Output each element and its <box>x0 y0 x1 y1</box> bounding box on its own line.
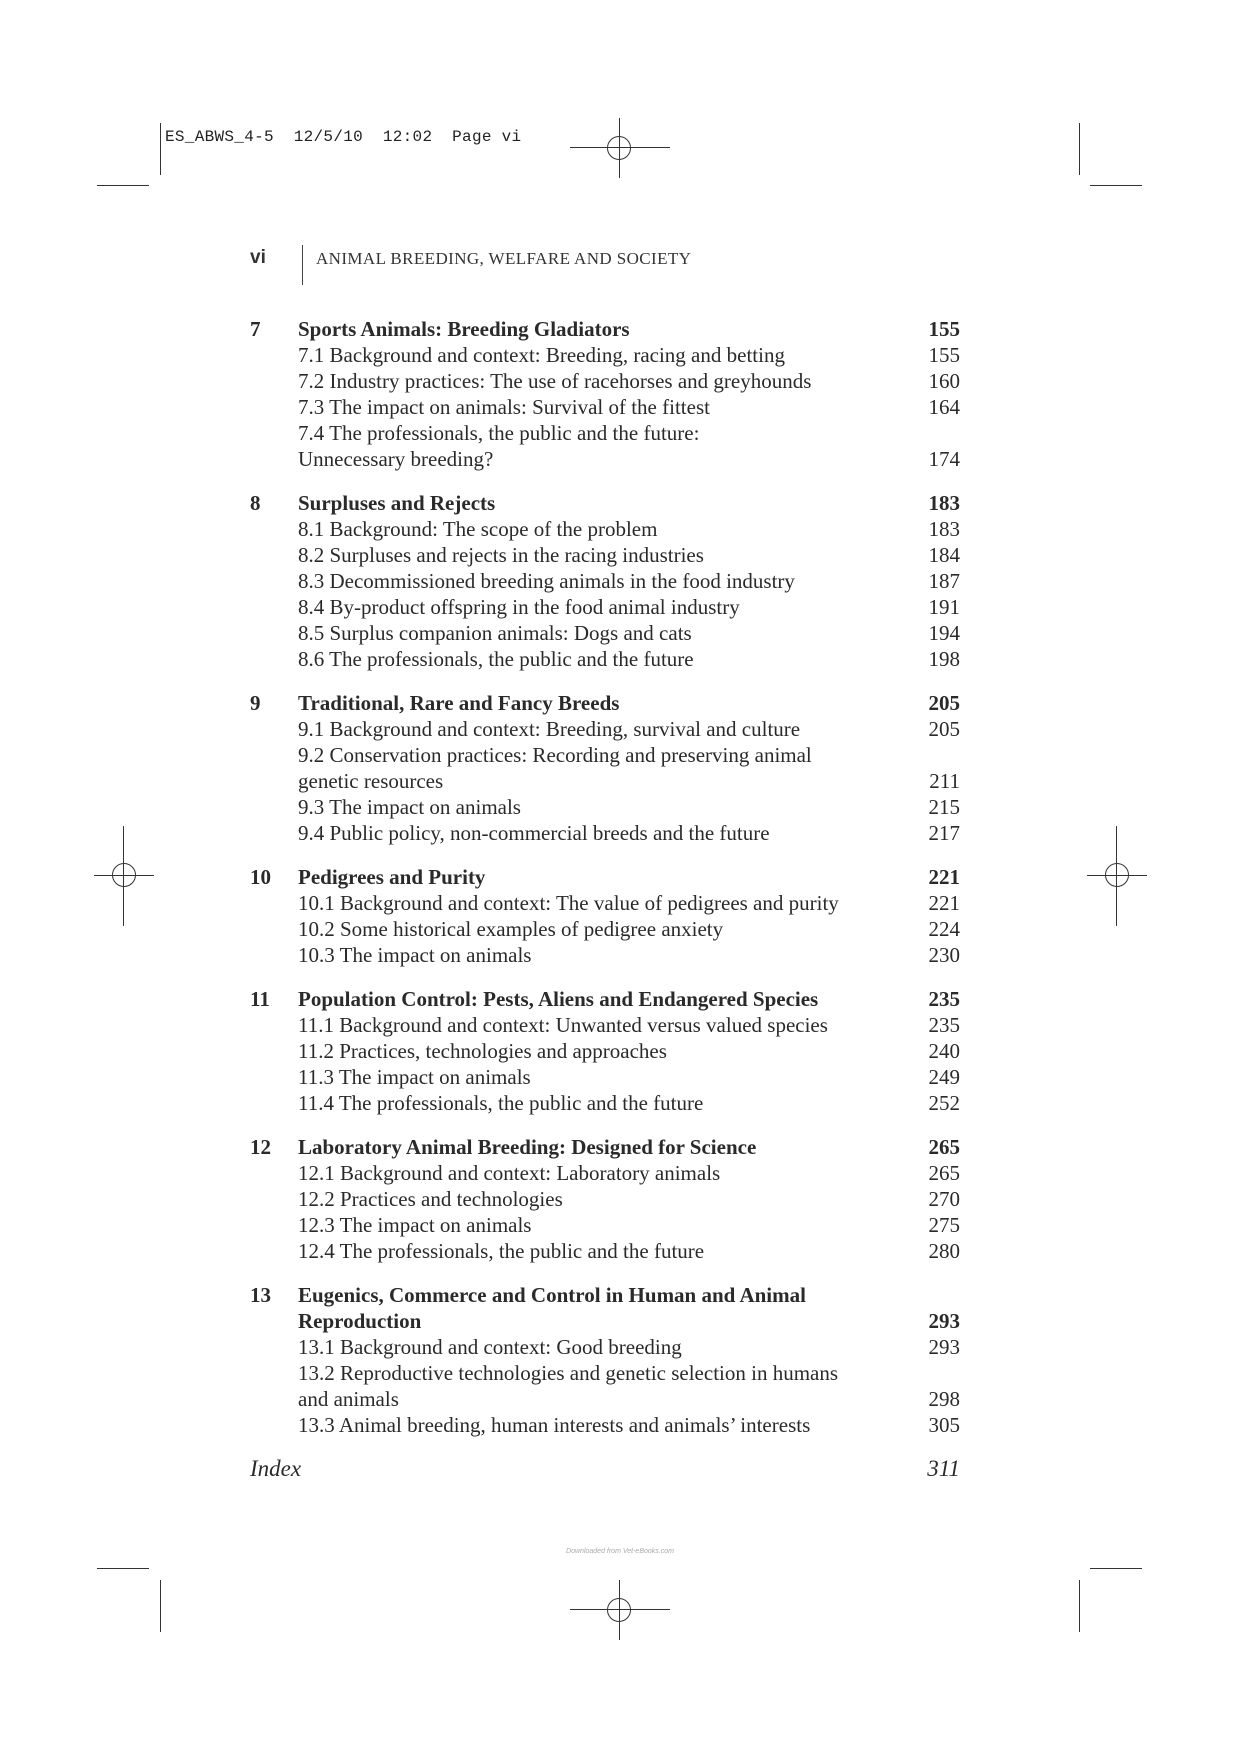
toc-chapter-title-line <box>250 316 960 342</box>
toc-page-number: 184 <box>928 543 960 567</box>
toc-chapter <box>250 690 960 846</box>
toc-page-number: 252 <box>928 1091 960 1115</box>
chapter-number: 13 <box>250 1283 271 1307</box>
toc-page-number: 205 <box>928 691 960 715</box>
toc-page-number: 235 <box>928 1013 960 1037</box>
toc-entry-title: genetic resources <box>298 769 444 793</box>
toc-page-number: 305 <box>928 1413 960 1437</box>
toc-chapter-title-line <box>250 864 960 890</box>
toc-chapter-title-line <box>250 1282 960 1308</box>
toc-entry <box>250 768 960 794</box>
toc-entry <box>250 916 960 942</box>
toc-entry <box>250 394 960 420</box>
toc-chapter <box>250 490 960 672</box>
toc-entry-title: 9.4 Public policy, non-commercial breeds and the future <box>298 821 770 845</box>
toc-chapter-title-line <box>250 986 960 1012</box>
chapter-number: 11 <box>250 987 270 1011</box>
toc-entry <box>250 1212 960 1238</box>
download-watermark: Downloaded from Vet-eBooks.com <box>566 1548 674 1555</box>
toc-entry-title: 8.1 Background: The scope of the problem <box>298 517 658 541</box>
toc-entry <box>250 1090 960 1116</box>
toc-page-number: 211 <box>929 769 960 793</box>
toc-page-number: 265 <box>928 1161 960 1185</box>
toc-entry-title: Laboratory Animal Breeding: Designed for Science <box>298 1135 757 1159</box>
toc-entry-title: 11.3 The impact on animals <box>298 1065 531 1089</box>
toc-entry-title: 8.3 Decommissioned breeding animals in the food industry <box>298 569 795 593</box>
toc-chapter <box>250 986 960 1116</box>
toc-page-number: 187 <box>928 569 960 593</box>
toc-page-number: 275 <box>928 1213 960 1237</box>
toc-page-number: 240 <box>928 1039 960 1063</box>
toc-entry-title: 10.2 Some historical examples of pedigree anxiety <box>298 917 724 941</box>
toc-entry-title: 11.2 Practices, technologies and approaches <box>298 1039 667 1063</box>
toc-entry <box>250 716 960 742</box>
crop-mark-bottom-right-horizontal <box>1090 1568 1142 1569</box>
toc-entry-title: 10.3 The impact on animals <box>298 943 532 967</box>
toc-entry-title: 13.2 Reproductive technologies and genetic selection in humans <box>298 1361 839 1385</box>
toc-entry <box>250 620 960 646</box>
toc-entry <box>250 1160 960 1186</box>
toc-entry-title: Eugenics, Commerce and Control in Human and Animal <box>298 1283 806 1307</box>
toc-entry <box>250 342 960 368</box>
toc-page-number: 194 <box>928 621 960 645</box>
toc-entry <box>250 794 960 820</box>
toc-page-number: 174 <box>928 447 960 471</box>
toc-entry <box>250 568 960 594</box>
toc-entry-title: Unnecessary breeding? <box>298 447 494 471</box>
toc-entry-title: 8.5 Surplus companion animals: Dogs and cats <box>298 621 692 645</box>
toc-page-number: 270 <box>928 1187 960 1211</box>
toc-entry-title: and animals <box>298 1387 399 1411</box>
registration-mark-left <box>94 826 154 926</box>
toc-page-number: 265 <box>928 1135 960 1159</box>
toc-entry-title: 9.1 Background and context: Breeding, survival and culture <box>298 717 801 741</box>
crop-mark-bottom-left-vertical <box>160 1580 161 1632</box>
toc-entry-title: 13.1 Background and context: Good breeding <box>298 1335 682 1359</box>
chapter-number: 10 <box>250 865 271 889</box>
chapter-number: 12 <box>250 1135 271 1159</box>
toc-entry-title: 13.3 Animal breeding, human interests and animals’ interests <box>298 1413 811 1437</box>
toc-entry-title: Population Control: Pests, Aliens and Endangered Species <box>298 987 819 1011</box>
toc-entry <box>250 1064 960 1090</box>
toc-entry <box>250 1238 960 1264</box>
toc-chapter <box>250 864 960 968</box>
toc-entry-title: 9.2 Conservation practices: Recording and preserving animal <box>298 743 812 767</box>
toc-page-number: 293 <box>928 1309 960 1333</box>
printer-slug: ES_ABWS_4-5 12/5/10 12:02 Page vi <box>165 128 522 146</box>
toc-page-number: 155 <box>928 317 960 341</box>
toc-entry-title: Sports Animals: Breeding Gladiators <box>298 317 630 341</box>
toc-entry <box>250 1038 960 1064</box>
crop-mark-bottom-left-horizontal <box>97 1568 149 1569</box>
toc-page-number: 298 <box>928 1387 960 1411</box>
toc-entry <box>250 420 960 446</box>
toc-entry <box>250 1186 960 1212</box>
toc-entry-title: 8.6 The professionals, the public and the future <box>298 647 694 671</box>
toc-page-number: 160 <box>928 369 960 393</box>
toc-chapter-title-line <box>250 1134 960 1160</box>
toc-chapter <box>250 316 960 472</box>
toc-page-number: 224 <box>928 917 960 941</box>
toc-page-number: 221 <box>928 865 960 889</box>
toc-page-number: 183 <box>928 517 960 541</box>
toc-entry-title: 9.3 The impact on animals <box>298 795 521 819</box>
toc-entry <box>250 742 960 768</box>
toc-page-number: 217 <box>928 821 960 845</box>
registration-mark-bottom <box>570 1580 670 1640</box>
crop-mark-top-right-vertical <box>1079 123 1080 175</box>
toc-page-number: 215 <box>928 795 960 819</box>
chapter-number: 7 <box>250 317 261 341</box>
toc-entry-title: 11.4 The professionals, the public and the future <box>298 1091 704 1115</box>
page-folio: vi <box>250 247 266 268</box>
running-head-title: ANIMAL BREEDING, WELFARE AND SOCIETY <box>316 249 692 268</box>
toc-page-number: 293 <box>928 1335 960 1359</box>
toc-entry <box>250 368 960 394</box>
toc-page-number: 164 <box>928 395 960 419</box>
toc-entry <box>250 942 960 968</box>
toc-page-number: 230 <box>928 943 960 967</box>
chapter-number: 8 <box>250 491 261 515</box>
chapter-number: 9 <box>250 691 261 715</box>
toc-chapter <box>250 1282 960 1438</box>
toc-entry <box>250 516 960 542</box>
toc-entry <box>250 1412 960 1438</box>
toc-entry-title: 12.4 The professionals, the public and the future <box>298 1239 705 1263</box>
toc-entry-title: 12.1 Background and context: Laboratory animals <box>298 1161 721 1185</box>
toc-entry <box>250 890 960 916</box>
registration-mark-right <box>1087 826 1147 926</box>
toc-entry <box>250 542 960 568</box>
toc-chapter-title-line <box>250 490 960 516</box>
toc-entry-title: 11.1 Background and context: Unwanted versus valued species <box>298 1013 828 1037</box>
toc-entry <box>250 1334 960 1360</box>
crop-mark-bottom-right-vertical <box>1079 1580 1080 1632</box>
toc-entry <box>250 646 960 672</box>
toc-page-number: 205 <box>928 717 960 741</box>
crop-mark-top-left-vertical <box>160 123 161 175</box>
toc-page-number: 249 <box>928 1065 960 1089</box>
table-of-contents <box>250 316 960 1486</box>
toc-entry-title: 12.3 The impact on animals <box>298 1213 532 1237</box>
toc-page-number: 221 <box>928 891 960 915</box>
toc-chapter-title-line <box>250 690 960 716</box>
crop-mark-top-right-horizontal <box>1090 185 1142 186</box>
toc-entry <box>250 446 960 472</box>
registration-mark-top <box>570 118 670 178</box>
toc-entry-title: 7.4 The professionals, the public and the future: <box>298 421 700 445</box>
toc-entry-title: Traditional, Rare and Fancy Breeds <box>298 691 620 715</box>
toc-entry-title: 7.3 The impact on animals: Survival of the fittest <box>298 395 710 419</box>
toc-entry-title: Surpluses and Rejects <box>298 491 496 515</box>
running-head-rule <box>302 245 303 285</box>
toc-entry <box>250 594 960 620</box>
crop-mark-top-left-horizontal <box>97 185 149 186</box>
toc-entry <box>250 1012 960 1038</box>
toc-entry-title: 12.2 Practices and technologies <box>298 1187 563 1211</box>
toc-entry <box>250 1360 960 1386</box>
toc-entry-title: 7.2 Industry practices: The use of racehorses and greyhounds <box>298 369 812 393</box>
toc-entry-title: 10.1 Background and context: The value of pedigrees and purity <box>298 891 839 915</box>
toc-entry <box>250 1308 960 1334</box>
toc-page-number: 280 <box>928 1239 960 1263</box>
toc-entry <box>250 820 960 846</box>
toc-entry-title: 8.4 By-product offspring in the food animal industry <box>298 595 740 619</box>
toc-page-number: 155 <box>928 343 960 367</box>
toc-page-number: 183 <box>928 491 960 515</box>
index-page-number: 311 <box>927 1456 960 1481</box>
toc-entry-title: Pedigrees and Purity <box>298 865 486 889</box>
toc-chapter <box>250 1134 960 1264</box>
toc-entry-title: 7.1 Background and context: Breeding, racing and betting <box>298 343 785 367</box>
toc-entry-title: Reproduction <box>298 1309 422 1333</box>
index-label: Index <box>250 1456 302 1481</box>
toc-entry-title: 8.2 Surpluses and rejects in the racing industries <box>298 543 704 567</box>
toc-page-number: 198 <box>928 647 960 671</box>
toc-entry <box>250 1386 960 1412</box>
toc-page-number: 235 <box>928 987 960 1011</box>
toc-page-number: 191 <box>928 595 960 619</box>
toc-index-line <box>250 1456 960 1486</box>
